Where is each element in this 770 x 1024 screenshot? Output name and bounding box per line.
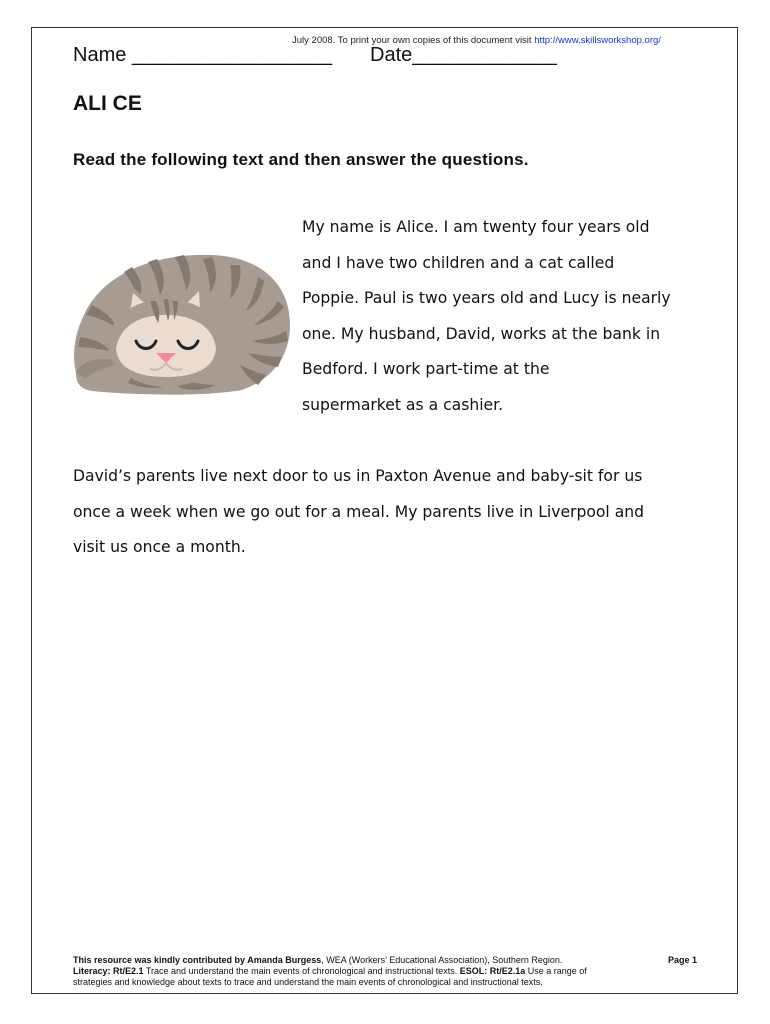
passage-line: one. My husband, David, works at the bank in [302, 324, 661, 343]
passage-line: Poppie. Paul is two years old and Lucy is nearly [302, 289, 671, 307]
passage-intro [302, 210, 722, 423]
footer-esol-text: Use a range of [525, 966, 587, 976]
passage-line: visit us once a month. [73, 538, 246, 556]
passage-line: supermarket as a cashier. [302, 395, 504, 414]
instruction-heading: Read the following text and then answer the questions. [73, 150, 529, 169]
date-field: Date_____________ [370, 44, 557, 66]
footer-literacy-bold: Literacy: Rt/E2.1 [73, 966, 144, 976]
passage-parents [73, 459, 713, 566]
page-title: ALI CE [73, 92, 142, 115]
header-note-text: July 2008. To print your own copies of this document visit [292, 35, 532, 46]
passage-line: David’s parents live next door to us in Paxton Avenue and baby-sit for us [73, 467, 643, 485]
sleeping-cat-icon [72, 245, 294, 395]
skillsworkshop-link[interactable]: http://www.skillsworkshop.org/ [534, 35, 661, 46]
footer-credit-rest: , WEA (Workers’ Educational Association), Southern Region. [321, 955, 563, 965]
name-field: Name __________________ [73, 44, 333, 66]
passage-line: once a week when we go out for a meal. My parents live in Liverpool and [73, 502, 645, 521]
passage-line: Bedford. I work part-time at the [302, 360, 550, 378]
footer-standards [73, 966, 697, 977]
footer-credit [73, 955, 697, 966]
passage-line: and I have two children and a cat called [302, 253, 615, 272]
footer-esol-bold: ESOL: Rt/E2.1a [459, 966, 526, 976]
footer-literacy-text: Trace and understand the main events of chronological and instructional texts. [143, 966, 460, 976]
footer-credit-bold: This resource was kindly contributed by Amanda Burgess [73, 955, 322, 965]
page-number: Page 1 [667, 955, 697, 965]
passage-line: My name is Alice. I am twenty four years old [302, 218, 650, 236]
footer-line3: strategies and knowledge about texts to trace and understand the main events of chronological and instructional texts. [73, 977, 543, 987]
page-footer [73, 955, 697, 988]
